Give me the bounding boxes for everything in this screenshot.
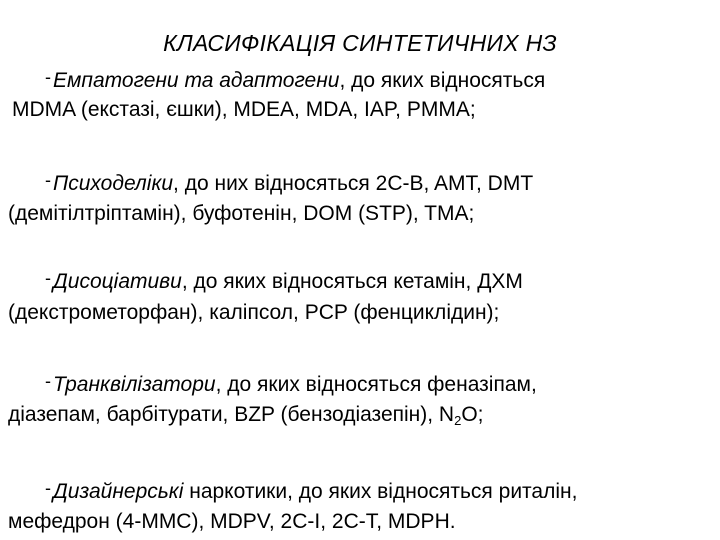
item-2-text: , до них відносяться 2C-B, AMT, DMT <box>173 172 534 195</box>
list-item-3-line-1 <box>45 265 523 295</box>
term-dissociatives: Дисоціативи <box>53 270 182 293</box>
slide-title: КЛАСИФІКАЦІЯ СИНТЕТИЧНИХ НЗ <box>163 30 557 56</box>
term-empathogens: Емпатогени та адаптогени <box>53 69 340 92</box>
bullet-dash: - <box>45 170 51 190</box>
item-4-line-2-end: O; <box>461 403 484 426</box>
item-4-line-2-text: діазепам, барбітурати, BZP (бензодіазепін), N <box>8 403 455 426</box>
list-item-5-line-1 <box>45 475 577 505</box>
list-item-2-line-2: (демітілтріптамін), буфотенін, DOM (STP), TMA; <box>8 202 475 225</box>
item-5-text: наркотики, до яких відносяться риталін, <box>183 480 578 503</box>
list-item-1-line-2: MDMA (екстазі, єшки), MDEA, MDA, IAP, PMMA; <box>12 98 476 121</box>
term-designer: Дизайнерські <box>53 480 184 503</box>
term-psychedelics: Психоделіки <box>53 172 174 195</box>
list-item-4-line-2 <box>8 402 484 428</box>
list-item-3-line-2: (декстрометорфан), каліпсол, PCP (фенциклідин); <box>8 301 500 324</box>
item-4-text: , до яких відносяться феназіпам, <box>215 373 537 396</box>
bullet-dash: - <box>45 67 51 87</box>
term-tranquilizers: Транквілізатори <box>53 373 216 396</box>
item-3-text: , до яких відносяться кетамін, ДХМ <box>181 270 523 293</box>
list-item-1-line-1 <box>45 64 545 94</box>
subscript-2: 2 <box>454 413 462 428</box>
bullet-dash: - <box>45 268 51 288</box>
list-item-2-line-1 <box>45 167 533 197</box>
list-item-5-line-2: мефедрон (4-MMC), MDPV, 2C-I, 2C-T, MDPH. <box>8 510 456 533</box>
bullet-dash: - <box>45 478 51 498</box>
bullet-dash: - <box>45 371 51 391</box>
list-item-4-line-1 <box>45 368 537 398</box>
item-1-text: , до яких відносяться <box>339 69 546 92</box>
